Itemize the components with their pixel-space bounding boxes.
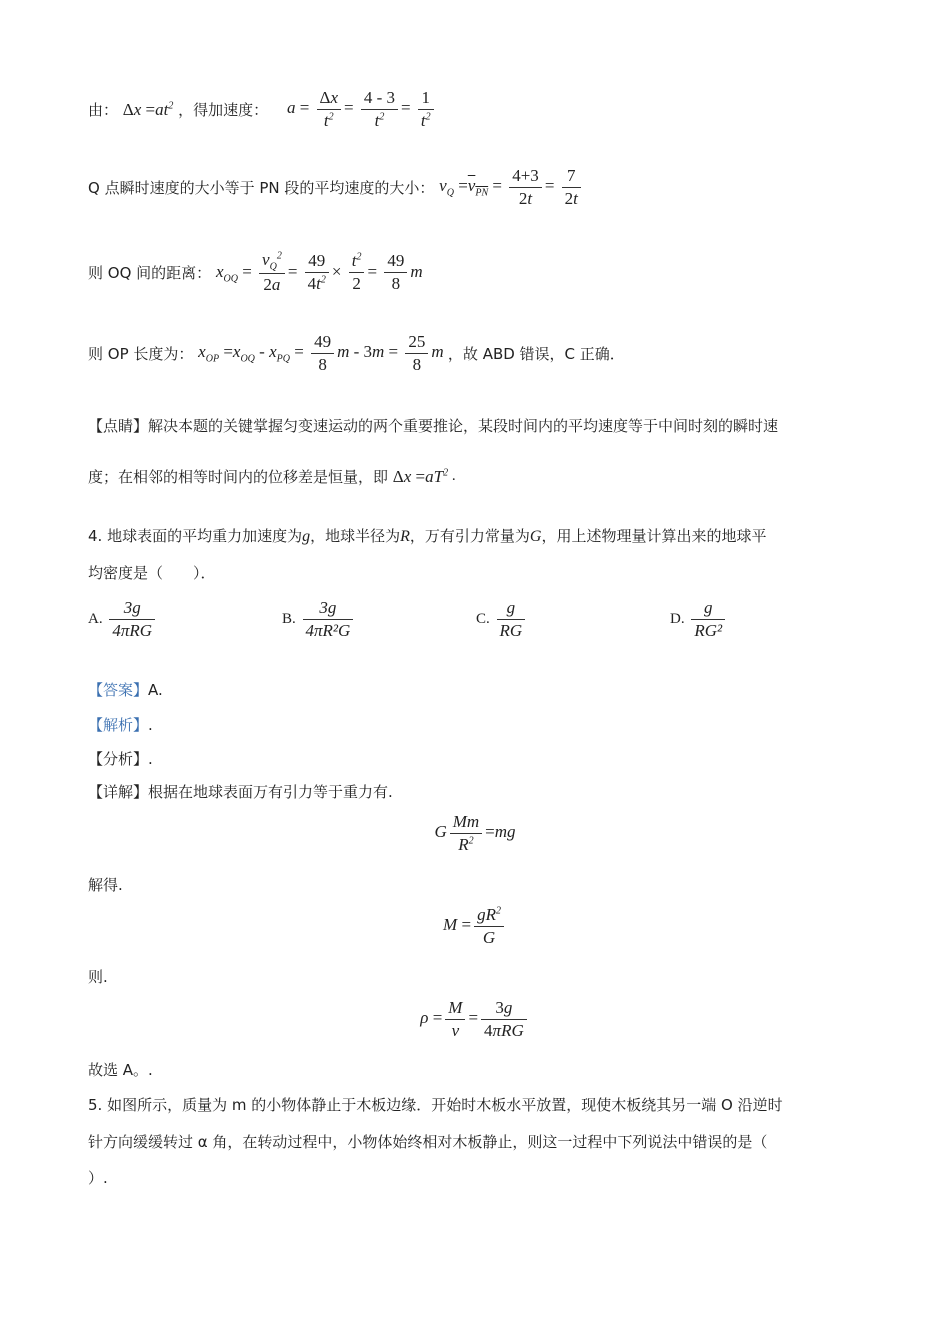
option-label: D.	[670, 611, 685, 627]
option-numerator: 3g	[303, 598, 354, 620]
q4-text-5: 均密度是（ ）．	[88, 564, 216, 582]
then-text: 则.	[88, 968, 108, 986]
derivation-line-2	[88, 166, 584, 209]
answer-tag: 【答案】	[88, 681, 149, 699]
analysis-value: .	[148, 716, 153, 734]
equation-density: ρ = $\frac{M}{v}$ = $\frac{3g}{\text{4πRG}}$	[0, 998, 950, 1041]
equation-gravity: G $\frac{Mm}{R^2}$ =mg	[434, 812, 516, 854]
option-denominator: 4πR²G	[305, 621, 351, 640]
formula-delta-x: $\Delta x =at^2$	[122, 99, 174, 119]
option-label: A.	[88, 611, 103, 627]
comment-text-2: 度；在相邻的相等时间内的位移差是恒量，即	[88, 468, 389, 486]
q4-var-R: R	[400, 528, 410, 545]
q4-option-d[interactable]	[670, 598, 728, 641]
derivation-line-3	[88, 250, 423, 295]
line4-suffix: ，故 ABD 错误，C 正确．	[447, 345, 625, 363]
q4-option-b[interactable]	[282, 598, 356, 641]
solve-line	[88, 874, 123, 895]
choose-text: 故选 A。.	[88, 1061, 153, 1079]
option-label: B.	[282, 611, 296, 627]
q4-text-1: 地球表面的平均重力加速度为	[107, 527, 303, 545]
derivation-line-1	[88, 88, 437, 131]
q4-var-G: G	[529, 528, 542, 545]
option-label: C.	[476, 611, 490, 627]
formula-vq: $v_Q =v_{PN}$ = $\frac{4+3}{2t}$ = $\frac{7}{2t}$	[439, 176, 584, 195]
option-numerator: 3g	[109, 598, 155, 620]
q4-text-3: ，万有引力常量为	[409, 527, 530, 545]
derivation-line-4	[88, 332, 625, 375]
choose-line	[88, 1059, 153, 1080]
comment-tag: 【点睛】	[88, 417, 149, 435]
line1-prefix: 由：	[88, 101, 119, 119]
q5-number: 5.	[88, 1096, 103, 1114]
answer-line	[88, 679, 163, 700]
q4-option-c[interactable]	[476, 598, 528, 641]
q5-line-1	[88, 1094, 783, 1115]
formula-xoq: $x_{OQ}$ = $\frac{v_Q^2}{2a}$ = $\frac{49}{4t^2}$ × $\frac{t^2}{2}$ = $\frac{49}{8}$ m	[215, 250, 423, 295]
analysis-line	[88, 714, 153, 735]
q4-option-a[interactable]	[88, 598, 158, 641]
fenxi-tag: 【分析】	[88, 750, 149, 768]
option-denominator: RG	[499, 621, 523, 640]
q5-text-3: ）.	[88, 1169, 108, 1187]
line1-mid: ，得加速度：	[178, 101, 269, 119]
q5-text-1: 如图所示，质量为 m 的小物体静止于木板边缘．开始时木板水平放置，现使木板绕其另一端 O 沿逆时	[107, 1096, 783, 1114]
q5-line-2	[88, 1131, 767, 1152]
q4-var-g: g	[302, 528, 311, 545]
q4-number: 4.	[88, 527, 103, 545]
fenxi-line	[88, 748, 153, 769]
equation-mass: M = $\frac{gR^2}{G}$	[0, 905, 950, 948]
detail-text: 根据在地球表面万有引力等于重力有.	[148, 783, 393, 801]
comment-line-2: 度；在相邻的相等时间内的位移差是恒量，即 $\Delta x =aT^2$ .	[88, 466, 456, 486]
q4-line-2	[88, 562, 216, 583]
option-denominator: RG²	[694, 621, 723, 640]
answer-value: A.	[148, 681, 163, 699]
q4-text-4: ，用上述物理量计算出来的地球平	[541, 527, 767, 545]
line2-prefix: Q 点瞬时速度的大小等于 PN 段的平均速度的大小：	[88, 179, 435, 197]
detail-tag: 【详解】	[88, 783, 149, 801]
comment-line-1	[88, 415, 778, 436]
option-numerator: g	[691, 598, 725, 620]
solve-text: 解得.	[88, 876, 123, 894]
option-denominator: 4πRG	[112, 621, 153, 640]
q4-line-1	[88, 525, 767, 546]
fenxi-value: .	[148, 750, 153, 768]
q5-text-2: 针方向缓缓转过 α 角，在转动过程中，小物体始终相对木板静止，则这一过程中下列说法中错误的是（	[88, 1133, 768, 1151]
detail-line	[88, 781, 393, 802]
formula-acceleration: a = $\frac{\Delta x}{t^2}$ = $\frac{4 - 3}{t^2}$ = $\frac{1}{t^2}$	[287, 98, 437, 117]
formula-xop: $x_{OP} =x_{OQ} - x_{PQ}$ = $\frac{49}{8}$ m - 3m = $\frac{25}{8}$ m	[198, 332, 448, 374]
option-numerator: g	[497, 598, 526, 620]
analysis-tag: 【解析】	[88, 716, 149, 734]
q5-line-3	[88, 1167, 108, 1188]
line4-prefix: 则 OP 长度为：	[88, 345, 194, 363]
formula-delta-x-aT2: $\Delta x =aT^2$	[392, 466, 449, 486]
then-line	[88, 966, 108, 987]
line3-prefix: 则 OQ 间的距离：	[88, 264, 212, 283]
comment-text: 解决本题的关键掌握匀变速运动的两个重要推论，某段时间内的平均速度等于中间时刻的瞬时速	[148, 417, 779, 435]
q4-text-2: ，地球半径为	[310, 527, 401, 545]
